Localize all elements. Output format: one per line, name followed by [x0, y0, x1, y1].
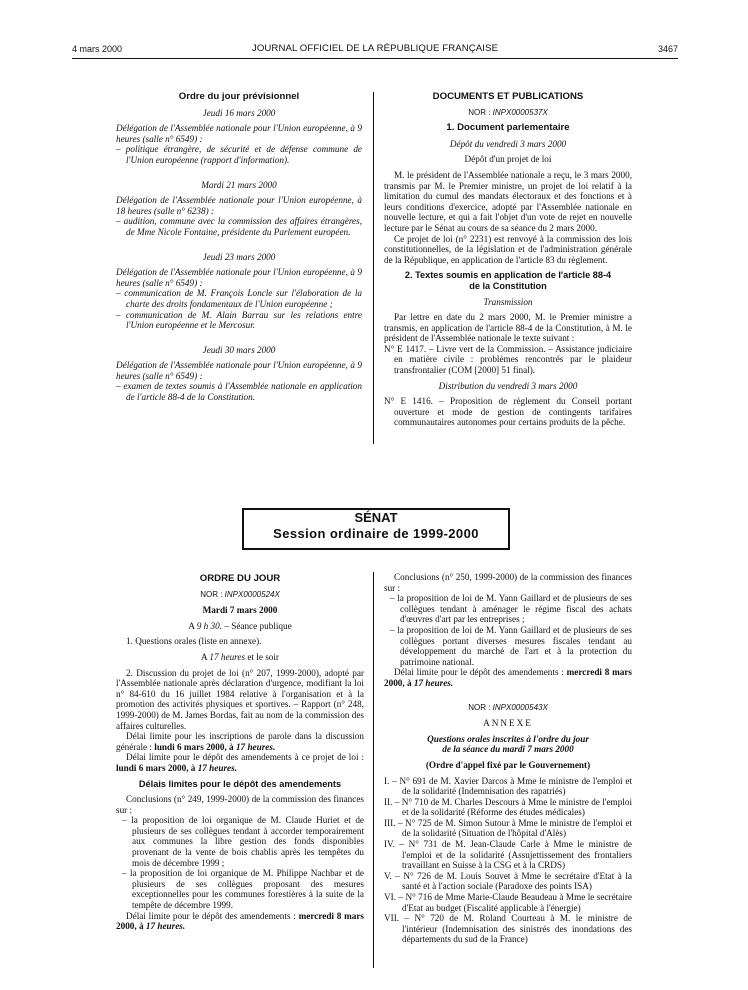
session-date: Mardi 7 mars 2000 — [202, 605, 278, 616]
text-item: N° E 1417. – Livre vert de la Commission. – Assistance judiciaire en matière civile : problèmes rencontrés par le plaideur transfrontalier (COM [2000] 51 final). — [384, 343, 632, 376]
questions-title-line: Questions orales inscrites à l'ordre du jour — [427, 733, 589, 744]
deadline-date: mercredi 8 mars 2000, à — [116, 910, 364, 932]
nor-reference — [384, 703, 632, 714]
nor-reference — [116, 590, 364, 601]
seance-prefix: A — [188, 620, 195, 631]
documents-column — [384, 92, 632, 428]
seance-time: 9 h 30. — [196, 620, 223, 631]
agenda-item: – communication de M. François Loncle sur l'élaboration de la charte des droits fondamentaux de l'Union européenne ; — [116, 288, 362, 309]
deadline-time: 17 heures. — [413, 677, 454, 688]
ordre-du-jour-column — [116, 574, 364, 932]
agenda-date: Jeudi 16 mars 2000 — [202, 107, 276, 118]
seance-heading — [116, 652, 364, 663]
questions-title — [384, 734, 632, 755]
ordre-previsionnel-column — [116, 92, 362, 403]
conclusions-intro: Conclusions (n° 249, 1999-2000) de la commission des finances sur : — [116, 794, 364, 815]
nor-code: INPX0000524X — [224, 589, 280, 599]
section-1-date: Dépôt du vendredi 3 mars 2000 — [449, 138, 567, 149]
section-1-title: 1. Document parlementaire — [446, 122, 570, 134]
agenda-date: Jeudi 23 mars 2000 — [202, 251, 276, 262]
conclusions-item: – la proposition de loi organique de M. Philippe Nachbar et de plusieurs de ses collègues proposant des mesures exceptionnelles pour les communes forestières à la suite de la tempête de décembre 1999. — [122, 868, 364, 911]
question-item: II. – N° 710 de M. Charles Descours à Mme le ministre de l'emploi et de la solidarité (Réforme des études médicales) — [384, 796, 632, 818]
header-journal-title: JOURNAL OFFICIEL DE LA RÉPUBLIQUE FRANÇAISE — [251, 43, 499, 54]
agenda-item: 2. Discussion du projet de loi (n° 207, 1999-2000), adopté par l'Assemblée nationale après déclaration d'urgence, modifiant la loi n° 84-610 du 16 juillet 1984 relative à l'organisation et à la promotion des activités physiques et sportives. – Rapport (n° 248, 1999-2000) de M. James Bordas, fait au nom de la commission des affaires culturelles. — [116, 667, 364, 731]
deadline-time: 17 heures. — [235, 741, 276, 752]
transmission-heading: Transmission — [483, 296, 533, 307]
deadline-date: lundi 6 mars 2000, à — [154, 741, 234, 752]
nor-prefix: NOR : — [200, 589, 223, 599]
agenda-intro: Délégation de l'Assemblée nationale pour l'Union européenne, à 18 heures (salle n° 6238) : — [116, 195, 362, 216]
delais-title: Délais limites pour le dépôt des amendements — [138, 778, 342, 789]
nor-prefix: NOR : — [468, 702, 491, 712]
agenda-date: Mardi 21 mars 2000 — [201, 179, 277, 190]
column-divider-bottom — [373, 572, 374, 968]
seance-time: 17 heures — [209, 651, 246, 662]
nor-code: INPX0000537X — [492, 107, 548, 117]
conclusions-item: – la proposition de loi de M. Yann Gaillard et de plusieurs de ses collègues tendant à aménager le régime fiscal des achats d'œuvres d'art par les entreprises ; — [390, 593, 632, 625]
section-2-title-line: 2. Textes soumis en application de l'article 88-4 — [404, 270, 612, 281]
senat-session: Session ordinaire de 1999-2000 — [273, 526, 479, 541]
agenda-item: – politique étrangère, de sécurité et de défense commune de l'Union européenne (rapport d'information). — [116, 144, 362, 165]
conclusions-item: – la proposition de loi de M. Yann Gaillard et de plusieurs de ses collègues portant diverses mesures fiscales tendant au développement du marché de l'art et à la protection du patrimoine national. — [390, 624, 632, 667]
deadline-time: 17 heures. — [145, 921, 186, 932]
agenda-block — [116, 252, 362, 331]
nor-reference — [384, 108, 632, 119]
deadline-text: Délai limite pour le dépôt des amendements : — [394, 667, 564, 678]
agenda-date: Jeudi 30 mars 2000 — [202, 344, 276, 355]
nor-code: INPX0000543X — [492, 702, 548, 712]
deadline-date: lundi 6 mars 2000, à — [116, 762, 196, 773]
deadline — [384, 667, 632, 688]
agenda-block — [116, 108, 362, 166]
conclusions-item: – la proposition de loi organique de M. Claude Huriet et de plusieurs de ses collègues tendant à accorder temporairement aux communes la libre gestion des fonds disponibles provenant de la vente de bois chablis après les tempêtes du mois de décembre 1999 ; — [122, 815, 364, 868]
agenda-intro: Délégation de l'Assemblée nationale pour l'Union européenne, à 9 heures (salle n° 6549) : — [116, 123, 362, 144]
question-item: VI. – N° 716 de Mme Marie-Claude Beaudeau à Mme le secrétaire d'Etat au budget (Fiscalité applicable à l'énergie) — [384, 892, 632, 913]
section-1-subtitle: Dépôt d'un projet de loi — [464, 154, 552, 165]
questions-title-line: de la séance du mardi 7 mars 2000 — [442, 744, 574, 755]
header-date: 4 mars 2000 — [72, 44, 123, 54]
question-item: V. – N° 726 de M. Louis Souvet à Mme le secrétaire d'Etat à la santé et à l'action sociale (Paradoxe des points ISA) — [384, 870, 632, 892]
deadline-date: mercredi 8 mars 2000, à — [384, 667, 632, 688]
page-header — [72, 44, 678, 56]
senat-title-box — [242, 508, 510, 550]
deadline-text: Délai limite pour le dépôt des amendements : — [126, 910, 296, 921]
header-rule — [72, 58, 678, 59]
paragraph: Par lettre en date du 2 mars 2000, M. le Premier ministre a transmis, en application de l'article 88-4 de la Constitution, à M. le président de l'Assemblée nationale le texte suivant : — [384, 312, 632, 344]
deadline — [116, 731, 364, 752]
section-2-title — [384, 270, 632, 291]
annexe-title: ANNEXE — [483, 718, 533, 729]
agenda-item: 1. Questions orales (liste en annexe). — [126, 636, 262, 647]
nor-prefix: NOR : — [468, 107, 491, 117]
agenda-item: – audition, commune avec la commission des affaires étrangères, de Mme Nicole Fontaine, présidente du Parlement européen. — [116, 216, 362, 237]
paragraph: M. le président de l'Assemblée nationale a reçu, le 3 mars 2000, transmis par M. le Premier ministre, un projet de loi relatif à la limitation du cumul des mandats électoraux et des fonctions et à leurs conditions d'exercice, adopté par l'Assemblée nationale en nouvelle lecture, et qui a fait l'objet d'un vote de rejet en nouvelle lecture par le Sénat au cours de sa séance du 2 mars 2000. — [384, 169, 632, 233]
agenda-block — [116, 180, 362, 238]
seance-label: – Séance publique — [224, 620, 292, 631]
column-divider-top — [373, 92, 374, 444]
section-2-title-line: de la Constitution — [469, 280, 547, 291]
documents-title: DOCUMENTS ET PUBLICATIONS — [432, 91, 584, 102]
question-item: I. – N° 691 de M. Xavier Darcos à Mme le ministre de l'emploi et de la solidarité (Indemnisation des rapatriés) — [384, 775, 632, 797]
agenda-intro: Délégation de l'Assemblée nationale pour l'Union européenne, à 9 heures (salle n° 6549) : — [116, 267, 362, 288]
ordre-appel: (Ordre d'appel fixé par le Gouvernement) — [425, 759, 591, 770]
deadline — [116, 911, 364, 932]
agenda-block — [116, 345, 362, 403]
ordre-previsionnel-title: Ordre du jour prévisionnel — [178, 91, 300, 102]
deadline-text: Délai limite pour les inscriptions de parole dans la discussion générale : — [116, 731, 364, 752]
question-item: VII. – N° 720 de M. Roland Courteau à M. le ministre de l'intérieur (Indemnisation des sinistrés des inondations des départements du sud de la France) — [384, 913, 632, 945]
agenda-item: – communication de M. Alain Barrau sur les relations entre l'Union européenne et le Mercosur. — [116, 309, 362, 331]
agenda-item: – examen de textes soumis à l'Assemblée nationale en application de l'article 88-4 de la Constitution. — [116, 381, 362, 403]
header-page-number: 3467 — [657, 44, 678, 54]
deadline-time: 17 heures. — [197, 762, 237, 773]
deadline-text: Délai limite pour le dépôt des amendements à ce projet de loi : — [126, 752, 364, 763]
ordre-du-jour-title: ORDRE DU JOUR — [199, 573, 281, 584]
annexe-column — [384, 572, 632, 945]
conclusions-intro: Conclusions (n° 250, 1999-2000) de la commission des finances sur : — [384, 572, 632, 593]
distribution-heading: Distribution du vendredi 3 mars 2000 — [438, 380, 578, 391]
seance-prefix: A — [200, 651, 208, 662]
seance-label: et le soir — [247, 651, 279, 662]
seance-heading — [116, 621, 364, 632]
question-item: IV. – N° 731 de M. Jean-Claude Carle à Mme le ministre de l'emploi et de la solidarité (Assujettissement des frontaliers travaillant en Suisse à la CSG et à la CRDS) — [384, 839, 632, 871]
text-item: N° E 1416. – Proposition de règlement du Conseil portant ouverture et mode de gestion de contingents tarifaires communautaires autonomes pour certains produits de la pêche. — [384, 396, 632, 428]
paragraph: Ce projet de loi (n° 2231) est renvoyé à la commission des lois constitutionnelles, de la législation et de l'administration générale de la République, en application de l'article 83 du règlement. — [384, 233, 632, 265]
question-item: III. – N° 725 de M. Simon Sutour à Mme le ministre de l'emploi et de la solidarité (Situation de l'hôpital d'Alès) — [384, 817, 632, 839]
agenda-intro: Délégation de l'Assemblée nationale pour l'Union européenne, à 9 heures (salle n° 6549) : — [116, 360, 362, 381]
deadline — [116, 752, 364, 773]
senat-title: SÉNAT — [354, 510, 398, 525]
